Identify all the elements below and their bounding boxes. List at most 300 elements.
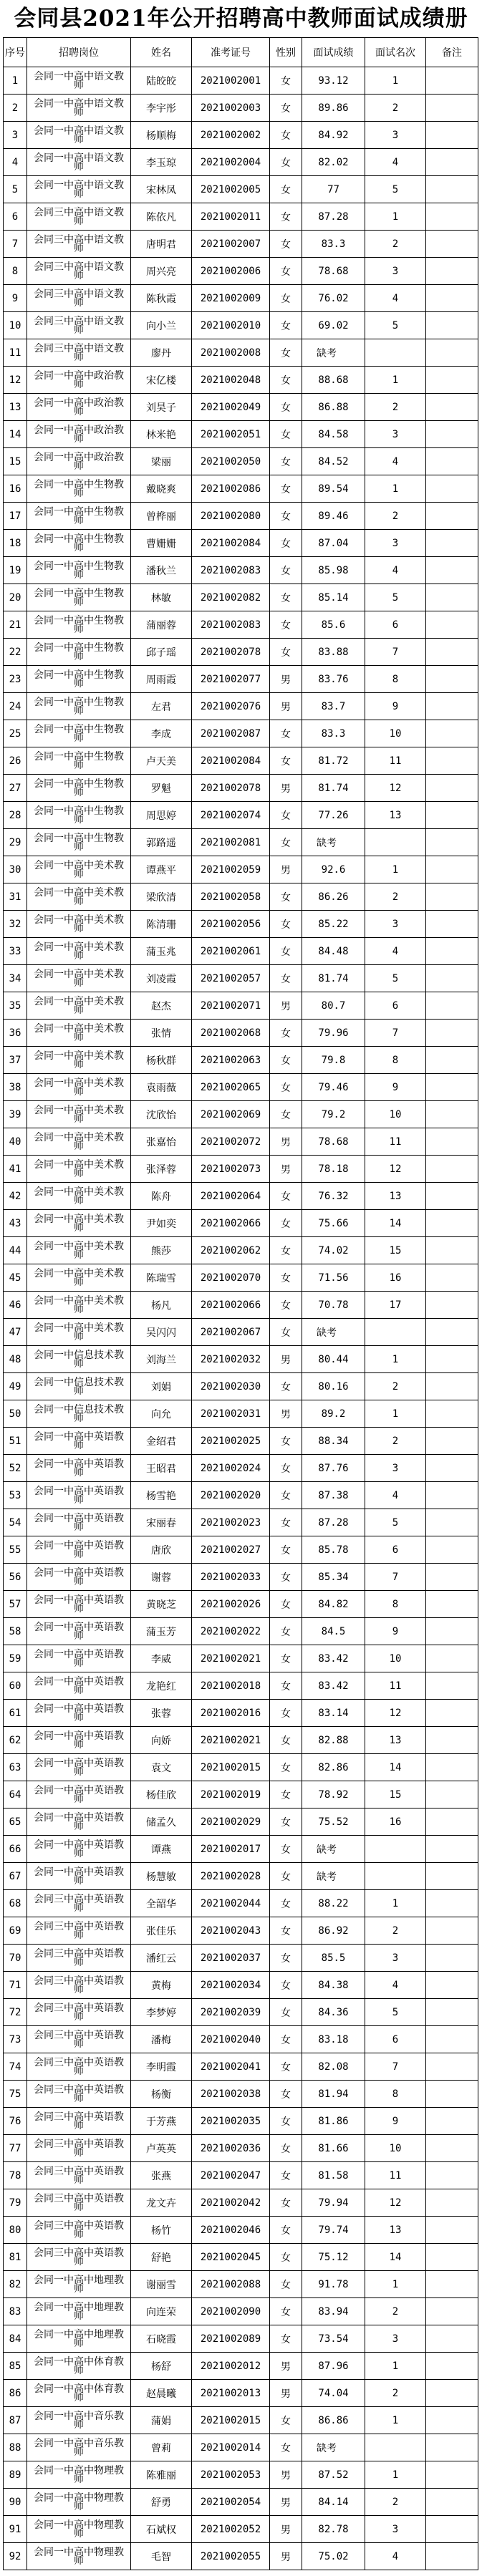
table-row	[4, 2162, 478, 2189]
row-position-text: 会同一中高中地理教师	[34, 2328, 124, 2349]
row-position	[27, 2434, 131, 2461]
row-position	[27, 1945, 131, 1972]
row-position-text: 会同一中高中美术教师	[34, 1186, 124, 1206]
page-title: 会同县2021年公开招聘高中教师面试成绩册	[14, 6, 468, 32]
header-score: 面试成绩	[302, 38, 365, 67]
row-seq: 57	[4, 1591, 27, 1618]
row-seq: 50	[4, 1400, 27, 1428]
table-row	[4, 285, 478, 312]
row-note	[426, 584, 478, 611]
table-row	[4, 1890, 478, 1917]
row-ticket: 2021002054	[192, 2489, 270, 2516]
row-name: 杨佳欣	[131, 1781, 192, 1808]
row-ticket: 2021002005	[192, 176, 270, 203]
row-gender: 女	[270, 611, 302, 639]
row-seq: 90	[4, 2489, 27, 2516]
table-row	[4, 2380, 478, 2407]
row-score: 88.68	[302, 367, 365, 394]
row-seq: 76	[4, 2108, 27, 2135]
row-position-text: 会同一中高中美术教师	[34, 1294, 124, 1315]
row-position	[27, 1346, 131, 1373]
row-seq: 81	[4, 2244, 27, 2271]
row-position-text: 会同一中高中音乐教师	[34, 2437, 124, 2458]
row-gender: 女	[270, 2162, 302, 2189]
row-position-text: 会同一中高中英语教师	[34, 1675, 124, 1696]
row-ticket: 2021002072	[192, 1128, 270, 1156]
row-note	[426, 1727, 478, 1754]
row-name: 杨衡	[131, 2081, 192, 2108]
row-position	[27, 911, 131, 938]
row-seq: 82	[4, 2271, 27, 2298]
row-name: 卢英英	[131, 2135, 192, 2162]
row-rank: 1	[365, 67, 426, 95]
row-score: 83.7	[302, 693, 365, 720]
row-ticket: 2021002008	[192, 339, 270, 367]
row-note	[426, 339, 478, 367]
row-ticket: 2021002087	[192, 720, 270, 747]
row-seq: 41	[4, 1156, 27, 1183]
row-score: 80.16	[302, 1373, 365, 1400]
row-note	[426, 149, 478, 176]
row-rank: 1	[365, 2353, 426, 2380]
row-note	[426, 258, 478, 285]
row-name: 潘红云	[131, 1945, 192, 1972]
row-ticket: 2021002030	[192, 1373, 270, 1400]
row-score: 85.78	[302, 1536, 365, 1564]
row-seq: 19	[4, 557, 27, 584]
row-ticket: 2021002045	[192, 2244, 270, 2271]
row-rank: 7	[365, 1020, 426, 1047]
row-ticket: 2021002090	[192, 2298, 270, 2325]
row-rank: 2	[365, 1428, 426, 1455]
row-gender: 女	[270, 2271, 302, 2298]
row-position	[27, 1509, 131, 1536]
row-name: 唐欣	[131, 1536, 192, 1564]
row-ticket: 2021002043	[192, 1917, 270, 1945]
table-row	[4, 1074, 478, 1101]
row-rank: 2	[365, 394, 426, 421]
row-seq: 67	[4, 1863, 27, 1890]
row-rank: 6	[365, 1536, 426, 1564]
row-gender: 女	[270, 1645, 302, 1672]
row-rank: 9	[365, 1074, 426, 1101]
row-position	[27, 2407, 131, 2434]
row-note	[426, 2353, 478, 2380]
row-position-text: 会同一中高中英语教师	[34, 1730, 124, 1751]
row-position-text: 会同三中高中英语教师	[34, 2029, 124, 2050]
row-rank: 8	[365, 1047, 426, 1074]
row-rank: 8	[365, 2081, 426, 2108]
row-ticket: 2021002063	[192, 1047, 270, 1074]
row-seq: 47	[4, 1319, 27, 1346]
row-rank: 5	[365, 1509, 426, 1536]
row-position-text: 会同一中高中英语教师	[34, 1485, 124, 1506]
row-ticket: 2021002026	[192, 1591, 270, 1618]
row-gender: 女	[270, 1890, 302, 1917]
row-score: 93.12	[302, 67, 365, 95]
row-rank: 17	[365, 1292, 426, 1319]
row-rank: 5	[365, 176, 426, 203]
row-position-text: 会同一中高中体育教师	[34, 2355, 124, 2376]
row-position-text: 会同一中高中生物教师	[34, 505, 124, 526]
row-note	[426, 2244, 478, 2271]
row-ticket: 2021002067	[192, 1319, 270, 1346]
row-position	[27, 1264, 131, 1292]
row-seq: 40	[4, 1128, 27, 1156]
row-name: 潘秋兰	[131, 557, 192, 584]
row-score: 77.26	[302, 802, 365, 829]
row-name: 王昭君	[131, 1455, 192, 1482]
row-position-text: 会同一中高中地理教师	[34, 2301, 124, 2322]
row-score: 76.32	[302, 1183, 365, 1210]
row-position	[27, 1672, 131, 1700]
row-name: 熊莎	[131, 1237, 192, 1264]
row-seq: 84	[4, 2325, 27, 2353]
table-row	[4, 2217, 478, 2244]
row-note	[426, 1972, 478, 1999]
row-note	[426, 1156, 478, 1183]
row-seq: 5	[4, 176, 27, 203]
row-position	[27, 720, 131, 747]
row-score: 78.68	[302, 258, 365, 285]
row-ticket: 2021002025	[192, 1428, 270, 1455]
row-ticket: 2021002083	[192, 611, 270, 639]
row-seq: 61	[4, 1700, 27, 1727]
table-row	[4, 720, 478, 747]
row-name: 杨雪艳	[131, 1482, 192, 1509]
row-gender: 女	[270, 1618, 302, 1645]
row-ticket: 2021002058	[192, 883, 270, 911]
row-score: 86.86	[302, 2407, 365, 2434]
row-rank: 1	[365, 2461, 426, 2489]
row-position	[27, 1972, 131, 1999]
table-row	[4, 584, 478, 611]
row-rank: 7	[365, 639, 426, 666]
row-note	[426, 965, 478, 992]
row-score: 缺考	[302, 339, 365, 367]
row-score: 83.3	[302, 720, 365, 747]
row-ticket: 2021002013	[192, 2380, 270, 2407]
row-score: 83.42	[302, 1672, 365, 1700]
row-gender: 女	[270, 1808, 302, 1836]
row-score: 82.78	[302, 2516, 365, 2543]
row-ticket: 2021002036	[192, 2135, 270, 2162]
row-ticket: 2021002015	[192, 1754, 270, 1781]
row-seq: 88	[4, 2434, 27, 2461]
row-gender: 女	[270, 557, 302, 584]
row-gender: 女	[270, 1482, 302, 1509]
row-score: 87.52	[302, 2461, 365, 2489]
row-rank: 4	[365, 1972, 426, 1999]
row-position-text: 会同一中高中美术教师	[34, 859, 124, 880]
row-note	[426, 367, 478, 394]
table-row	[4, 2434, 478, 2461]
row-ticket: 2021002073	[192, 1156, 270, 1183]
row-note	[426, 2271, 478, 2298]
row-position	[27, 1156, 131, 1183]
table-row	[4, 1945, 478, 1972]
row-score: 80.44	[302, 1346, 365, 1373]
row-seq: 2	[4, 95, 27, 122]
row-seq: 29	[4, 829, 27, 856]
row-rank	[365, 1836, 426, 1863]
row-score: 83.76	[302, 666, 365, 693]
row-name: 潘梅	[131, 2026, 192, 2053]
row-position-text: 会同一中高中英语教师	[34, 1567, 124, 1587]
row-seq: 62	[4, 1727, 27, 1754]
row-score: 88.22	[302, 1890, 365, 1917]
row-ticket: 2021002065	[192, 1074, 270, 1101]
row-position-text: 会同三中高中英语教师	[34, 2083, 124, 2104]
row-gender: 女	[270, 258, 302, 285]
row-note	[426, 720, 478, 747]
table-row	[4, 231, 478, 258]
row-position	[27, 1020, 131, 1047]
table-row	[4, 1047, 478, 1074]
row-position-text: 会同一中高中音乐教师	[34, 2410, 124, 2431]
row-position	[27, 67, 131, 95]
table-row	[4, 856, 478, 883]
row-seq: 37	[4, 1047, 27, 1074]
row-note	[426, 503, 478, 530]
row-name: 曹姗姗	[131, 530, 192, 557]
row-position-text: 会同一中高中地理教师	[34, 2274, 124, 2295]
row-gender: 女	[270, 2244, 302, 2271]
row-name: 张嘉怡	[131, 1128, 192, 1156]
row-ticket: 2021002028	[192, 1863, 270, 1890]
row-position-text: 会同一中高中体育教师	[34, 2383, 124, 2403]
row-name: 刘昊子	[131, 394, 192, 421]
row-position	[27, 2516, 131, 2543]
row-gender: 女	[270, 1292, 302, 1319]
row-position-text: 会同一中高中美术教师	[34, 1050, 124, 1070]
row-note	[426, 1183, 478, 1210]
row-position	[27, 747, 131, 775]
row-position-text: 会同一中高中生物教师	[34, 723, 124, 744]
row-seq: 49	[4, 1373, 27, 1400]
row-position	[27, 611, 131, 639]
row-rank: 6	[365, 2026, 426, 2053]
row-position-text: 会同一中高中美术教师	[34, 1022, 124, 1043]
row-name: 谭燕平	[131, 856, 192, 883]
header-position: 招聘岗位	[27, 38, 131, 67]
row-ticket: 2021002051	[192, 421, 270, 448]
table-row	[4, 448, 478, 475]
row-ticket: 2021002033	[192, 1564, 270, 1591]
row-score: 86.26	[302, 883, 365, 911]
table-row	[4, 503, 478, 530]
row-seq: 71	[4, 1972, 27, 1999]
row-gender: 女	[270, 2434, 302, 2461]
row-rank: 4	[365, 149, 426, 176]
row-score: 83.42	[302, 1645, 365, 1672]
row-ticket: 2021002011	[192, 203, 270, 231]
row-gender: 女	[270, 203, 302, 231]
row-seq: 75	[4, 2081, 27, 2108]
row-name: 龙艳红	[131, 1672, 192, 1700]
row-seq: 89	[4, 2461, 27, 2489]
row-seq: 70	[4, 1945, 27, 1972]
row-seq: 66	[4, 1836, 27, 1863]
table-row	[4, 829, 478, 856]
row-position-text: 会同一中高中美术教师	[34, 1077, 124, 1098]
row-note	[426, 2516, 478, 2543]
row-gender: 女	[270, 1455, 302, 1482]
row-position	[27, 829, 131, 856]
table-row	[4, 1836, 478, 1863]
row-position	[27, 1700, 131, 1727]
row-seq: 7	[4, 231, 27, 258]
row-gender: 女	[270, 1917, 302, 1945]
row-gender: 女	[270, 1047, 302, 1074]
table-row	[4, 1346, 478, 1373]
table-row	[4, 611, 478, 639]
table-row	[4, 67, 478, 95]
row-gender: 女	[270, 584, 302, 611]
row-rank: 1	[365, 367, 426, 394]
row-score: 81.74	[302, 965, 365, 992]
row-note	[426, 666, 478, 693]
row-gender: 女	[270, 231, 302, 258]
row-score: 83.88	[302, 639, 365, 666]
row-position-text: 会同一中高中生物教师	[34, 805, 124, 825]
table-row	[4, 557, 478, 584]
row-position	[27, 2217, 131, 2244]
row-gender: 女	[270, 312, 302, 339]
row-position	[27, 1074, 131, 1101]
row-seq: 30	[4, 856, 27, 883]
row-position	[27, 1564, 131, 1591]
row-name: 陈舟	[131, 1183, 192, 1210]
row-position-text: 会同三中高中语文教师	[34, 342, 124, 363]
row-seq: 45	[4, 1264, 27, 1292]
row-ticket: 2021002077	[192, 666, 270, 693]
row-name: 全韶华	[131, 1890, 192, 1917]
table-row	[4, 1373, 478, 1400]
table-row	[4, 1509, 478, 1536]
table-row	[4, 666, 478, 693]
table-row	[4, 1972, 478, 1999]
row-name: 周兴亮	[131, 258, 192, 285]
row-position	[27, 231, 131, 258]
row-name: 李宇彤	[131, 95, 192, 122]
row-name: 黄晓芝	[131, 1591, 192, 1618]
row-rank: 16	[365, 1264, 426, 1292]
row-name: 杨舒	[131, 2353, 192, 2380]
row-note	[426, 203, 478, 231]
row-ticket: 2021002080	[192, 503, 270, 530]
row-note	[426, 2298, 478, 2325]
row-seq: 86	[4, 2380, 27, 2407]
row-name: 张燕	[131, 2162, 192, 2189]
row-score: 83.3	[302, 231, 365, 258]
row-position	[27, 367, 131, 394]
row-position-text: 会同三中高中英语教师	[34, 2219, 124, 2240]
row-name: 邱子瑶	[131, 639, 192, 666]
row-position-text: 会同一中高中美术教师	[34, 1158, 124, 1179]
row-note	[426, 1945, 478, 1972]
row-position-text: 会同一中高中英语教师	[34, 1839, 124, 1859]
row-score: 78.68	[302, 1128, 365, 1156]
row-position-text: 会同一中高中生物教师	[34, 614, 124, 635]
row-rank: 1	[365, 1400, 426, 1428]
row-rank: 2	[365, 2489, 426, 2516]
row-rank: 14	[365, 1754, 426, 1781]
row-gender: 女	[270, 1564, 302, 1591]
row-name: 戴晓爽	[131, 475, 192, 503]
row-score: 82.08	[302, 2053, 365, 2081]
table-row	[4, 2461, 478, 2489]
row-rank: 13	[365, 1727, 426, 1754]
row-position-text: 会同一中高中政治教师	[34, 451, 124, 472]
row-seq: 55	[4, 1536, 27, 1564]
row-ticket: 2021002069	[192, 1101, 270, 1128]
table-row	[4, 1128, 478, 1156]
row-score: 89.86	[302, 95, 365, 122]
row-score: 85.98	[302, 557, 365, 584]
row-position-text: 会同一中高中生物教师	[34, 478, 124, 499]
table-row	[4, 1645, 478, 1672]
row-gender: 女	[270, 2189, 302, 2217]
row-name: 向娇	[131, 1727, 192, 1754]
row-note	[426, 2135, 478, 2162]
row-score: 缺考	[302, 1863, 365, 1890]
row-position	[27, 2461, 131, 2489]
row-gender: 女	[270, 1210, 302, 1237]
table-row	[4, 1564, 478, 1591]
row-note	[426, 1346, 478, 1373]
row-rank: 9	[365, 1618, 426, 1645]
row-gender: 女	[270, 149, 302, 176]
row-gender: 女	[270, 1999, 302, 2026]
table-row	[4, 339, 478, 367]
row-note	[426, 2325, 478, 2353]
row-note	[426, 1400, 478, 1428]
row-position-text: 会同一中高中生物教师	[34, 669, 124, 689]
table-row	[4, 475, 478, 503]
row-note	[426, 1591, 478, 1618]
table-row	[4, 2407, 478, 2434]
row-name: 舒艳	[131, 2244, 192, 2271]
table-row	[4, 1020, 478, 1047]
row-position	[27, 1482, 131, 1509]
header-name: 姓名	[131, 38, 192, 67]
row-score: 75.02	[302, 2543, 365, 2570]
row-note	[426, 1128, 478, 1156]
row-name: 李梦婷	[131, 1999, 192, 2026]
row-seq: 78	[4, 2162, 27, 2189]
row-seq: 26	[4, 747, 27, 775]
row-note	[426, 285, 478, 312]
row-name: 陈瑞雪	[131, 1264, 192, 1292]
table-row	[4, 2353, 478, 2380]
table-row	[4, 95, 478, 122]
row-ticket: 2021002048	[192, 367, 270, 394]
row-note	[426, 2543, 478, 2570]
row-ticket: 2021002068	[192, 1020, 270, 1047]
row-ticket: 2021002086	[192, 475, 270, 503]
row-position	[27, 1591, 131, 1618]
row-note	[426, 829, 478, 856]
row-rank: 11	[365, 1672, 426, 1700]
row-ticket: 2021002014	[192, 2434, 270, 2461]
row-seq: 56	[4, 1564, 27, 1591]
row-gender: 男	[270, 2461, 302, 2489]
row-position	[27, 1455, 131, 1482]
row-seq: 13	[4, 394, 27, 421]
row-note	[426, 122, 478, 149]
row-name: 廖丹	[131, 339, 192, 367]
